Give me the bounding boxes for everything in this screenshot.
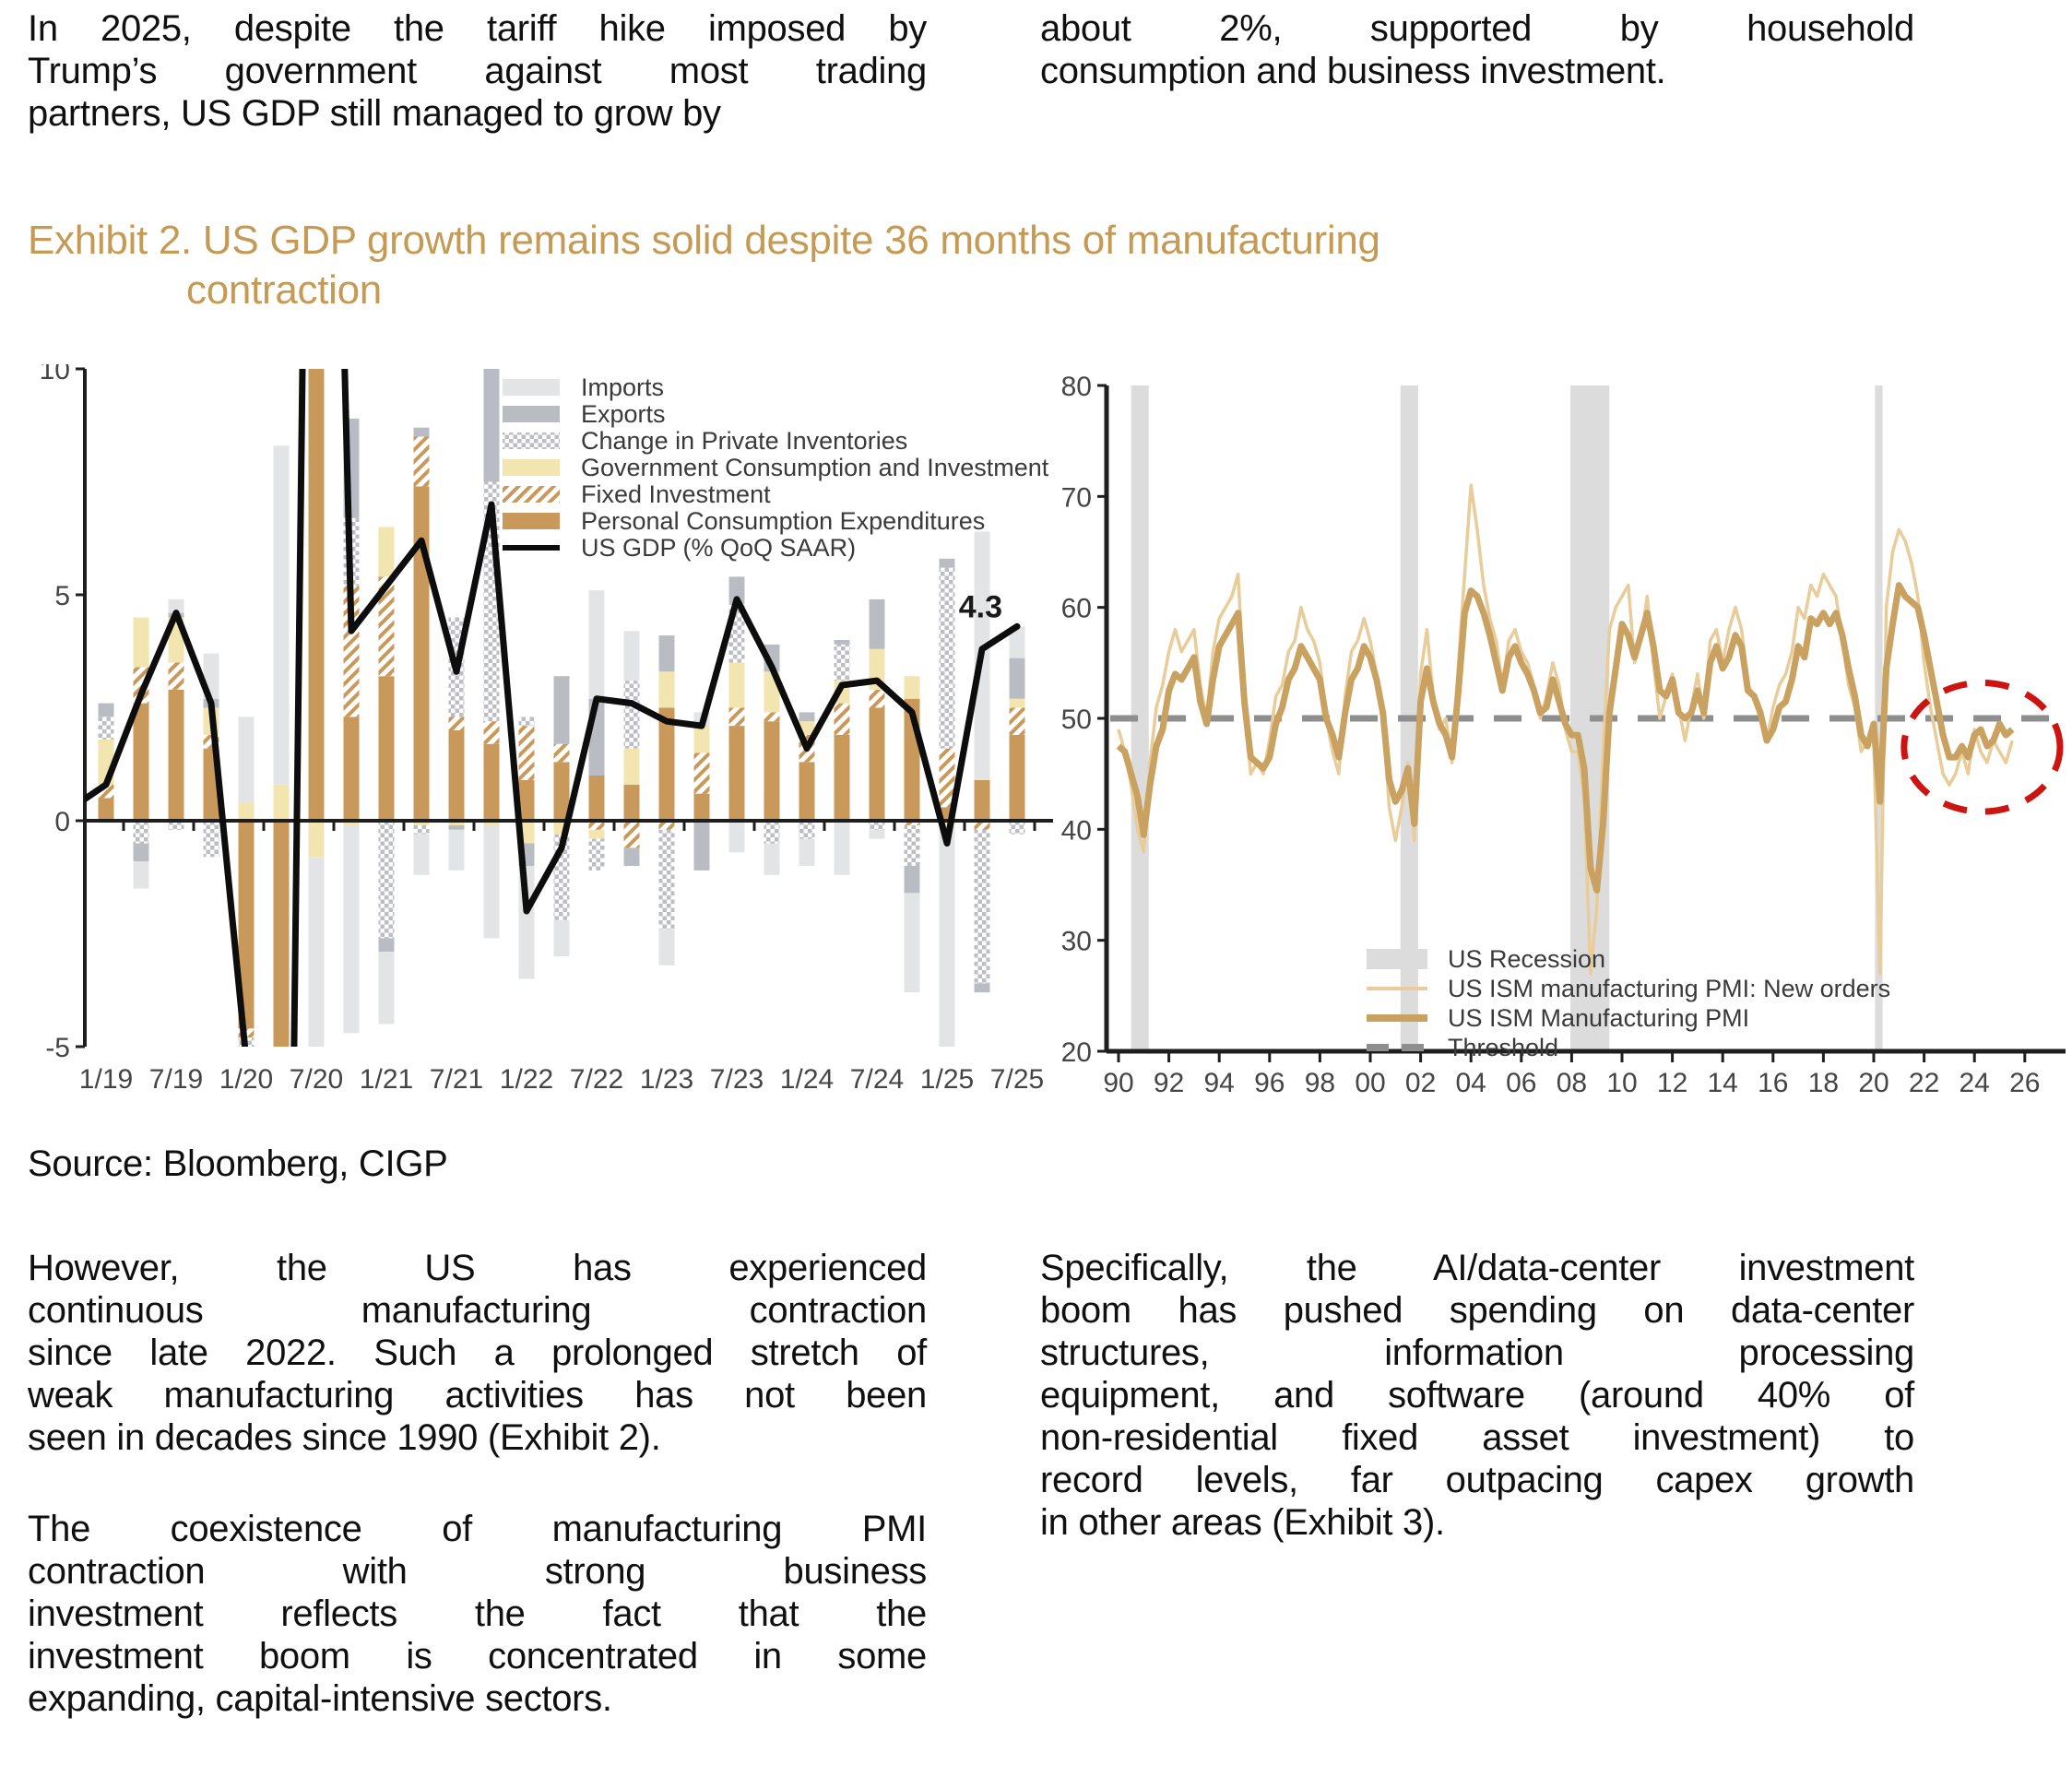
- svg-text:92: 92: [1153, 1068, 1185, 1098]
- svg-text:70: 70: [1060, 482, 1092, 514]
- svg-text:50: 50: [1060, 705, 1092, 735]
- text-line: equipment, and software (around 40% of: [1040, 1375, 1914, 1416]
- svg-text:7/22: 7/22: [569, 1064, 624, 1095]
- svg-text:7/20: 7/20: [289, 1064, 344, 1095]
- text-line: in other areas (Exhibit 3).: [1040, 1502, 1445, 1543]
- svg-text:1/24: 1/24: [779, 1064, 835, 1095]
- svg-text:-5: -5: [45, 1033, 70, 1063]
- text-line: about 2%, supported by household: [1040, 8, 1914, 49]
- svg-text:1/20: 1/20: [219, 1064, 274, 1095]
- svg-text:96: 96: [1254, 1068, 1285, 1098]
- svg-text:60: 60: [1060, 593, 1092, 624]
- svg-text:10: 10: [1606, 1068, 1638, 1098]
- svg-text:24: 24: [1959, 1068, 1990, 1098]
- text-line: partners, US GDP still managed to grow by: [28, 93, 721, 134]
- svg-text:Fixed Investment: Fixed Investment: [581, 480, 771, 508]
- text-line: structures, information processing: [1040, 1333, 1914, 1373]
- svg-text:US ISM manufacturing PMI: New: US ISM manufacturing PMI: New orders: [1448, 975, 1891, 1002]
- svg-text:10: 10: [39, 364, 70, 385]
- text-line: However, the US has experienced: [28, 1248, 927, 1288]
- svg-text:08: 08: [1556, 1068, 1588, 1098]
- svg-text:18: 18: [1807, 1068, 1840, 1098]
- exhibit-title-line2: contraction: [186, 267, 382, 313]
- svg-text:0: 0: [54, 807, 70, 837]
- text-line: since late 2022. Such a prolonged stretch of: [28, 1333, 927, 1373]
- svg-text:30: 30: [1060, 926, 1092, 957]
- text-line: The coexistence of manufacturing PMI: [28, 1509, 927, 1549]
- svg-text:7/21: 7/21: [429, 1064, 484, 1095]
- gdp-end-value-label: 4.3: [958, 589, 1002, 625]
- svg-text:Exports: Exports: [581, 400, 666, 428]
- svg-text:Change in Private Inventories: Change in Private Inventories: [581, 427, 908, 455]
- svg-text:1/25: 1/25: [919, 1064, 975, 1095]
- text-line: Specifically, the AI/data-center investment: [1040, 1248, 1914, 1288]
- svg-text:90: 90: [1103, 1068, 1134, 1098]
- svg-text:5: 5: [54, 581, 70, 611]
- text-line: Trump’s government against most trading: [28, 51, 927, 91]
- svg-text:7/23: 7/23: [709, 1064, 764, 1095]
- source-note: Source: Bloomberg, CIGP: [28, 1143, 448, 1184]
- text-line: weak manufacturing activities has not been: [28, 1375, 927, 1416]
- svg-text:US Recession: US Recession: [1448, 945, 1606, 973]
- exhibit-title-line1: Exhibit 2. US GDP growth remains solid despite 36 months of manufacturing: [28, 218, 1380, 263]
- svg-text:14: 14: [1707, 1068, 1738, 1098]
- svg-text:26: 26: [2009, 1068, 2041, 1098]
- text-line: expanding, capital-intensive sectors.: [28, 1678, 612, 1719]
- text-line: In 2025, despite the tariff hike imposed by: [28, 8, 927, 49]
- svg-text:Imports: Imports: [581, 373, 665, 401]
- svg-text:Personal Consumption Expenditu: Personal Consumption Expenditures: [581, 507, 986, 535]
- body-paragraph-left-1: [28, 1247, 927, 1459]
- svg-text:00: 00: [1355, 1068, 1386, 1098]
- text-line: record levels, far outpacing capex growth: [1040, 1460, 1914, 1500]
- svg-text:US ISM Manufacturing PMI: US ISM Manufacturing PMI: [1448, 1004, 1750, 1032]
- svg-text:20: 20: [1858, 1068, 1889, 1098]
- pmi-chart-svg: [1060, 364, 2072, 1102]
- svg-text:94: 94: [1203, 1068, 1235, 1098]
- svg-text:1/23: 1/23: [639, 1064, 694, 1095]
- svg-text:Threshold: Threshold: [1448, 1034, 1559, 1061]
- gdp-chart-svg: [28, 364, 1060, 1111]
- svg-text:12: 12: [1656, 1068, 1688, 1098]
- gdp-chart-legend: [503, 373, 1049, 562]
- body-paragraph-right-1: [1040, 1247, 1914, 1544]
- intro-paragraph-left-column: [28, 7, 927, 135]
- svg-text:1/22: 1/22: [499, 1064, 554, 1095]
- svg-text:7/24: 7/24: [849, 1064, 905, 1095]
- recent-contraction-highlight-circle: [1904, 683, 2060, 812]
- text-line: boom has pushed spending on data-center: [1040, 1290, 1914, 1331]
- intro-paragraph-right-column: [1040, 7, 1914, 92]
- text-line: contraction with strong business: [28, 1551, 927, 1592]
- svg-text:40: 40: [1060, 815, 1092, 847]
- pmi-chart-legend: [1367, 945, 1890, 1061]
- text-line: investment reflects the fact that the: [28, 1593, 927, 1634]
- ism-pmi-chart: [1060, 364, 2072, 1102]
- svg-text:06: 06: [1506, 1068, 1537, 1098]
- svg-text:US GDP (% QoQ SAAR): US GDP (% QoQ SAAR): [581, 534, 857, 562]
- svg-text:16: 16: [1758, 1068, 1789, 1098]
- text-line: non-residential fixed asset investment) to: [1040, 1417, 1914, 1458]
- text-line: investment boom is concentrated in some: [28, 1636, 927, 1676]
- text-line: continuous manufacturing contraction: [28, 1290, 927, 1331]
- text-line: consumption and business investment.: [1040, 51, 1666, 91]
- svg-text:1/19: 1/19: [78, 1064, 134, 1095]
- svg-text:02: 02: [1404, 1068, 1437, 1098]
- exhibit-title: [28, 216, 1380, 315]
- gdp-contributions-chart: [28, 364, 1060, 1111]
- body-paragraph-left-2: [28, 1508, 927, 1720]
- svg-text:98: 98: [1304, 1068, 1336, 1098]
- svg-text:7/25: 7/25: [989, 1064, 1045, 1095]
- svg-text:7/19: 7/19: [148, 1064, 204, 1095]
- svg-text:22: 22: [1908, 1068, 1940, 1098]
- svg-text:04: 04: [1455, 1068, 1486, 1098]
- svg-text:20: 20: [1060, 1037, 1092, 1068]
- svg-text:Government Consumption and Inv: Government Consumption and Investment: [581, 454, 1049, 481]
- svg-text:80: 80: [1060, 372, 1092, 402]
- svg-text:1/21: 1/21: [359, 1064, 414, 1095]
- text-line: seen in decades since 1990 (Exhibit 2).: [28, 1417, 661, 1458]
